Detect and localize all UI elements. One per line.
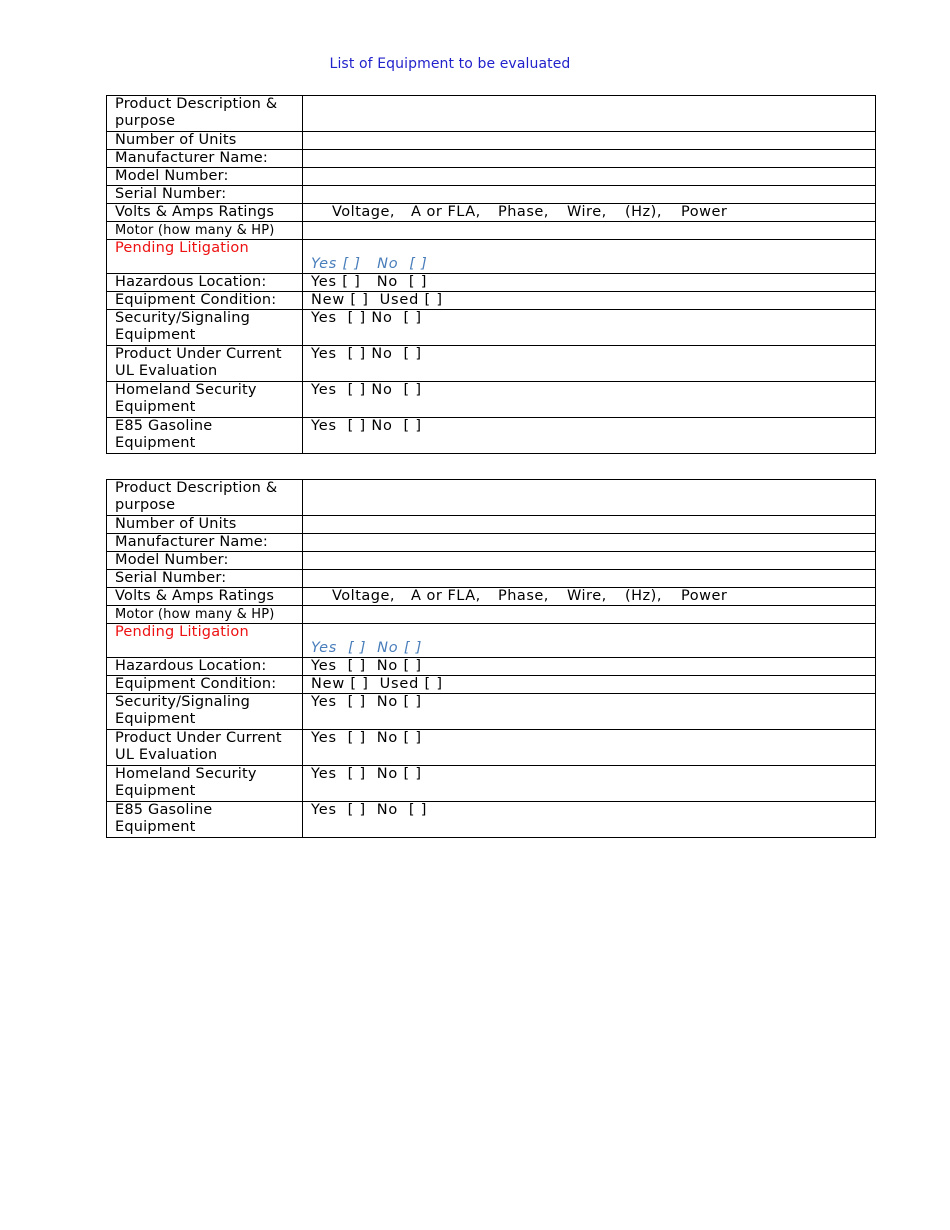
field-serial-number[interactable] (303, 186, 876, 204)
field-security-signaling[interactable] (303, 694, 876, 730)
label-model-number: Model Number: (107, 552, 303, 570)
e85-options: Yes [ ] No [ ] (311, 418, 422, 434)
label-number-of-units: Number of Units (107, 516, 303, 534)
field-equipment-condition[interactable] (303, 292, 876, 310)
label-security-signaling: Security/Signaling Equipment (107, 310, 303, 346)
ratings-list (311, 204, 867, 221)
field-product-description[interactable] (303, 480, 876, 516)
label-serial-number: Serial Number: (107, 570, 303, 588)
homeland-options: Yes [ ] No [ ] (311, 382, 422, 398)
rating-wire: Wire, (567, 588, 607, 604)
field-model-number[interactable] (303, 552, 876, 570)
label-homeland-security: Homeland Security Equipment (107, 766, 303, 802)
equipment-table-1 (106, 95, 876, 454)
label-pending-litigation: Pending Litigation (107, 624, 303, 658)
field-ul-evaluation[interactable] (303, 730, 876, 766)
rating-power: Power (681, 588, 728, 604)
label-volts-amps: Volts & Amps Ratings (107, 204, 303, 222)
field-e85-gasoline[interactable] (303, 802, 876, 838)
field-number-of-units[interactable] (303, 516, 876, 534)
page-title: List of Equipment to be evaluated (329, 56, 571, 72)
field-model-number[interactable] (303, 168, 876, 186)
field-hazardous-location[interactable] (303, 274, 876, 292)
label-ul-evaluation: Product Under Current UL Evaluation (107, 346, 303, 382)
security-options: Yes [ ] No [ ] (311, 310, 422, 326)
label-security-signaling: Security/Signaling Equipment (107, 694, 303, 730)
label-volts-amps: Volts & Amps Ratings (107, 588, 303, 606)
field-ul-evaluation[interactable] (303, 346, 876, 382)
field-hazardous-location[interactable] (303, 658, 876, 676)
litigation-options: Yes [ ] No [ ] (311, 640, 423, 656)
hazard-options: Yes [ ] No [ ] (311, 274, 428, 290)
label-product-description: Product Description & purpose (107, 480, 303, 516)
field-motor[interactable] (303, 606, 876, 624)
e85-options: Yes [ ] No [ ] (311, 802, 428, 818)
label-motor: Motor (how many & HP) (107, 222, 303, 240)
rating-phase: Phase, (498, 204, 549, 220)
equipment-table-2 (106, 479, 876, 838)
hazard-options: Yes [ ] No [ ] (311, 658, 422, 674)
rating-voltage: Voltage, (332, 204, 395, 220)
label-number-of-units: Number of Units (107, 132, 303, 150)
field-motor[interactable] (303, 222, 876, 240)
ul-options: Yes [ ] No [ ] (311, 730, 422, 746)
rating-hz: (Hz), (625, 204, 662, 220)
rating-wire: Wire, (567, 204, 607, 220)
label-pending-litigation: Pending Litigation (107, 240, 303, 274)
label-homeland-security: Homeland Security Equipment (107, 382, 303, 418)
field-product-description[interactable] (303, 96, 876, 132)
label-product-description: Product Description & purpose (107, 96, 303, 132)
rating-power: Power (681, 204, 728, 220)
ul-options: Yes [ ] No [ ] (311, 346, 422, 362)
field-security-signaling[interactable] (303, 310, 876, 346)
litigation-options: Yes [ ] No [ ] (311, 256, 428, 272)
label-equipment-condition: Equipment Condition: (107, 292, 303, 310)
rating-voltage: Voltage, (332, 588, 395, 604)
field-volts-amps[interactable] (303, 588, 876, 606)
label-equipment-condition: Equipment Condition: (107, 676, 303, 694)
rating-amps: A or FLA, (411, 588, 481, 604)
field-volts-amps[interactable] (303, 204, 876, 222)
field-manufacturer-name[interactable] (303, 150, 876, 168)
field-homeland-security[interactable] (303, 382, 876, 418)
homeland-options: Yes [ ] No [ ] (311, 766, 422, 782)
field-pending-litigation[interactable] (303, 240, 876, 274)
security-options: Yes [ ] No [ ] (311, 694, 422, 710)
label-e85-gasoline: E85 Gasoline Equipment (107, 418, 303, 454)
label-e85-gasoline: E85 Gasoline Equipment (107, 802, 303, 838)
field-equipment-condition[interactable] (303, 676, 876, 694)
field-serial-number[interactable] (303, 570, 876, 588)
field-e85-gasoline[interactable] (303, 418, 876, 454)
label-hazardous-location: Hazardous Location: (107, 658, 303, 676)
field-homeland-security[interactable] (303, 766, 876, 802)
label-hazardous-location: Hazardous Location: (107, 274, 303, 292)
label-model-number: Model Number: (107, 168, 303, 186)
field-manufacturer-name[interactable] (303, 534, 876, 552)
label-manufacturer-name: Manufacturer Name: (107, 150, 303, 168)
rating-hz: (Hz), (625, 588, 662, 604)
label-ul-evaluation: Product Under Current UL Evaluation (107, 730, 303, 766)
condition-options: New [ ] Used [ ] (311, 676, 443, 692)
label-motor: Motor (how many & HP) (107, 606, 303, 624)
condition-options: New [ ] Used [ ] (311, 292, 443, 308)
label-serial-number: Serial Number: (107, 186, 303, 204)
label-manufacturer-name: Manufacturer Name: (107, 534, 303, 552)
field-pending-litigation[interactable] (303, 624, 876, 658)
rating-amps: A or FLA, (411, 204, 481, 220)
rating-phase: Phase, (498, 588, 549, 604)
field-number-of-units[interactable] (303, 132, 876, 150)
ratings-list (311, 588, 867, 605)
